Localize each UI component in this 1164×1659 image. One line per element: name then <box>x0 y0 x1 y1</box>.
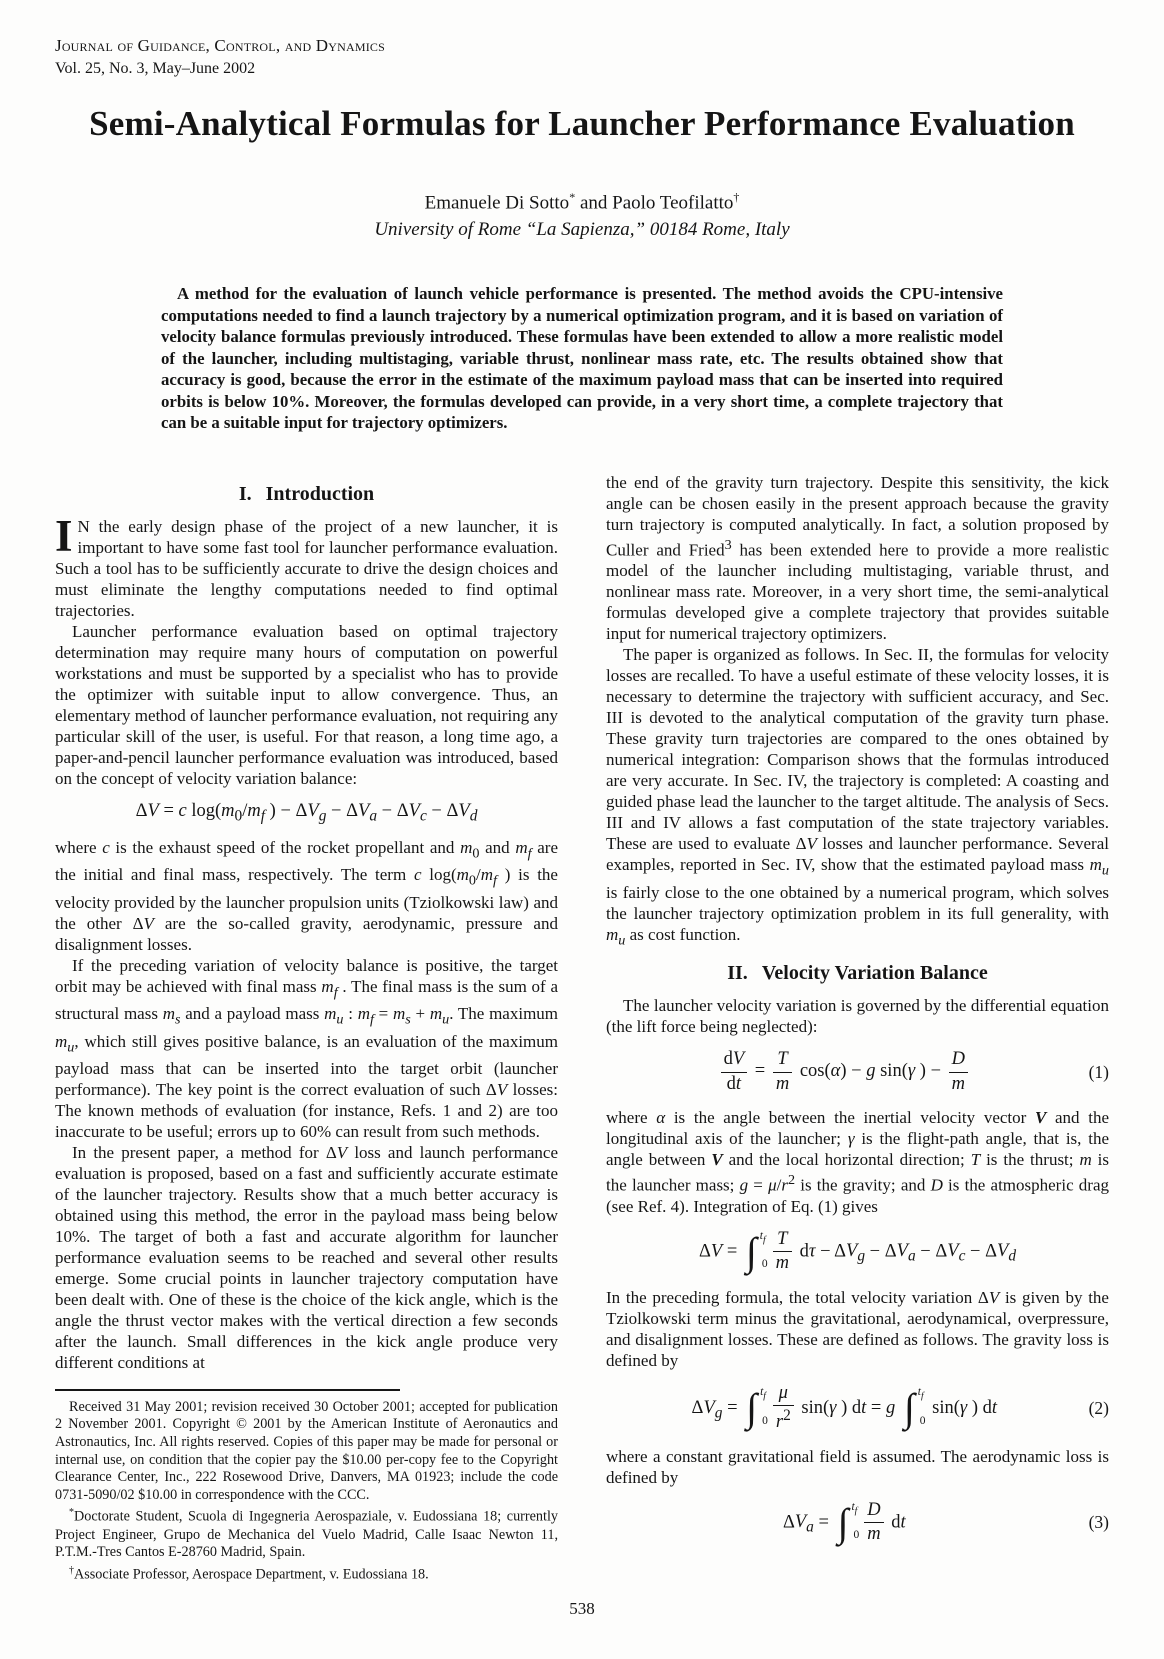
journal-volume-line: Vol. 25, No. 3, May–June 2002 <box>55 60 256 77</box>
abstract-text: A method for the evaluation of launch vehicle performance is presented. The method avoids the CPU-intensive computations needed to find a launch trajectory by a numerical optimization program, and it is based on variation of velocity balance formulas previously introduced. These formulas have been extended to allow a more realistic model of the launcher, including multistaging, variable thrust, nonlinear mass rate, etc. The results obtained show that accuracy is good, because the error in the estimate of the maximum payload mass that can be inserted into required orbits is below 10%. Moreover, the formulas developed can provide, in a very short time, a complete trajectory that can be a suitable input for trajectory optimizers. <box>161 284 1003 433</box>
equation-body: $\Delta V_a$ = ∫ $t_f$ 0 $\frac{D}{m}$ dt <box>782 1499 906 1545</box>
equation-body: ΔV = ∫ $t_f$ 0 $\frac{T}{m}$ $d\tau - \Delta V_g - \Delta V_a - \Delta V_c - \Delta V_d$ <box>698 1228 1017 1274</box>
section-number: I. <box>238 482 252 505</box>
section-title: Velocity Variation Balance <box>761 962 988 985</box>
page-number: 538 <box>569 1599 595 1618</box>
paragraph: In the preceding formula, the total velocity variation ΔV is given by the Tziolkowski term minus the gravitational, aerodynamical, overpressure, and disalignment losses. These are defined as follows. The gravity loss is defined by <box>606 1287 1109 1370</box>
section-number: II. <box>727 962 748 985</box>
section-heading-introduction <box>55 482 558 506</box>
paragraph: the end of the gravity turn trajectory. Despite this sensitivity, the kick angle can be chosen easily in the present approach because the gravity turn trajectory is computed analytically. In fact, a solution proposed by Culler and Fried$^3$ has been extended here to provide a more realistic model of the launcher including multistaging, variable thrust, and nonlinear mass rate. Moreover, in a very short time, the semi-analytical formulas developed give a complete trajectory that provides suitable input for numerical trajectory optimizers. <box>606 472 1110 644</box>
footnote-author-1: *Doctorate Student, Scuola di Ingegneria Aerospaziale, v. Eudossiana 18; currently Project Engineer, Grupo de Mechanica del Vuelo Madrid, Calle Isaac Newton 11, P.T.M.-Tres Cantos E-28760 Madrid, Spain. <box>55 1507 558 1561</box>
paragraph: where c is the exhaust speed of the rocket propellant and $m_0$ and $m_f$ are the initial and final mass, respectively. The term c $\log(m_0/m_f$ ) is the velocity provided by the launcher propulsion units (Tziolkowski law) and the other ΔV are the so-called gravity, aerodynamic, pressure and disalignment losses. <box>55 837 558 954</box>
footnote-author-2: †Associate Professor, Aerospace Department, v. Eudossiana 18. <box>69 1564 429 1583</box>
paragraph: where α is the angle between the inertial velocity vector V and the longitudinal axis of the launcher; γ is the flight-path angle, that is, the angle between V and the local horizontal direction; T is the thrust; m is the launcher mass; $g = \mu/r^2$ is the gravity; and D is the atmospheric drag (see Ref. 4). Integration of Eq. (1) gives <box>606 1108 1110 1216</box>
two-column-body <box>55 472 1109 1584</box>
footnote-block <box>55 1389 558 1584</box>
equation-2 <box>606 1384 1109 1433</box>
section-title: Introduction <box>265 482 375 505</box>
paragraph <box>55 510 558 621</box>
equation-body: ΔV = c $\log(m_0/m_f$ ) − $\Delta V_g - \Delta V_a - \Delta V_c - \Delta V_d$ <box>135 800 478 825</box>
journal-name: Journal of Guidance, Control, and Dynamics <box>55 36 385 55</box>
equation-delta-v-integral <box>606 1230 1109 1274</box>
right-column <box>606 472 1109 1584</box>
footnote-rule <box>55 1389 400 1391</box>
equation-body: $\frac{dV}{dt}$ = $\frac{T}{m}$ cos(α) − g sin(γ ) − $\frac{D}{m}$ <box>606 1050 1083 1094</box>
paragraph: The launcher velocity variation is governed by the differential equation (the lift force being neglected): <box>606 996 1109 1037</box>
left-column <box>55 472 558 1584</box>
article-title: Semi-Analytical Formulas for Launcher Performance Evaluation <box>89 104 1075 143</box>
authors-line: Emanuele Di Sotto* and Paolo Teofilatto† <box>424 190 740 214</box>
section-heading-velocity-variation-balance <box>606 961 1109 985</box>
paragraph: If the preceding variation of velocity balance is positive, the target orbit may be achieved with final mass $m_f$ . The final mass is the sum of a structural mass $m_s$ and a payload mass $m_u$ : $m_f = m_s + m_u$. The maximum $m_u$, which still gives positive balance, is an evaluation of the maximum payload mass that can be inserted into the target orbit (launcher performance). The key point is the correct evaluation of such ΔV losses: The known methods of evaluation (for instance, Refs. 1 and 2) are too inaccurate to be useful; errors up to 60% can result from such methods. <box>55 955 559 1141</box>
affiliation-line: University of Rome “La Sapienza,” 00184 Rome, Italy <box>374 219 790 241</box>
paragraph: Launcher performance evaluation based on optimal trajectory determination may require many hours of computation on powerful workstations and must be supported by a specialist who has to provide the optimizer with suitable input to allow convergence. Thus, an elementary method of launcher performance evaluation, not requiring any particular skill of the user, is useful. For that reason, a long time ago, a paper-and-pencil launcher performance evaluation was introduced, based on the concept of velocity variation balance: <box>55 621 558 788</box>
equation-number: (3) <box>1088 1512 1109 1533</box>
paragraph: In the present paper, a method for ΔV loss and launch performance evaluation is proposed, based on a fast and sufficiently accurate estimate of the launcher trajectory. Results show that a much better accuracy is obtained using this method, the error in the payload mass being below 10%. The target of both a fast and accurate algorithm for launcher performance evaluation seems to be reached and several other results emerge. Some crucial points in launcher trajectory computation have been dealt with. One of these is the choice of the kick angle, which is the angle the thrust vector makes with the vertical direction a few seconds after the launch. Small differences in the kick angle produce very different conditions at <box>55 1142 559 1372</box>
paragraph: The paper is organized as follows. In Sec. II, the formulas for velocity losses are recalled. To have a useful estimate of these velocity losses, it is necessary to determine the trajectory with sufficient accuracy, and Sec. III is devoted to the analytical computation of the gravity turn phase. These gravity turn trajectories are compared to the ones obtained by numerical integration: Comparison shows that the formulas introduced are very accurate. In Sec. IV, the trajectory is completed: A coasting and guided phase lead the launcher to the target altitude. The analysis of Secs. III and IV allows a fast computation of the state trajectory variables. These are used to evaluate ΔV losses and launcher performance. Several examples, reported in Sec. IV, show that the estimated payload mass $m_u$ is fairly close to the one obtained by a numerical program, which solves the launcher trajectory optimization problem in its full generality, with $m_u$ as cost function. <box>606 645 1109 949</box>
equation-3 <box>606 1501 1109 1545</box>
footnote-received: Received 31 May 2001; revision received 30 October 2001; accepted for publication 2 November 2001. Copyright © 2001 by the American Institute of Aeronautics and Astronautics, Inc. All rights reserved. Copies of this paper may be made for personal or internal use, on condition that the copier pay the $10.00 per-copy fee to the Copyright Clearance Center, Inc., 222 Rosewood Drive, Danvers, MA 01923; include the code 0731-5090/02 $10.00 in correspondence with the CCC. <box>55 1398 558 1503</box>
equation-body: $\Delta V_g$ = ∫ $t_f$ 0 $\frac{\mu}{r^2}$ sin(γ ) dt = g ∫ $t_f$ 0 sin(γ ) dt <box>691 1382 998 1433</box>
equation-number: (1) <box>1088 1061 1109 1082</box>
paragraph-text: N the early design phase of the project of a new launcher, it is important to have some fast tool for launcher performance evaluation. Such a tool has to be sufficiently accurate to drive the design choices and must eliminate the lengthy computations needed to find optimal trajectories. <box>55 516 558 620</box>
drop-cap: I <box>55 510 73 561</box>
paragraph: where a constant gravitational field is assumed. The aerodynamic loss is defined by <box>606 1446 1109 1487</box>
equation-number: (2) <box>1088 1397 1109 1418</box>
equation-velocity-balance <box>55 802 558 824</box>
running-header <box>55 36 385 78</box>
equation-1 <box>606 1050 1109 1094</box>
